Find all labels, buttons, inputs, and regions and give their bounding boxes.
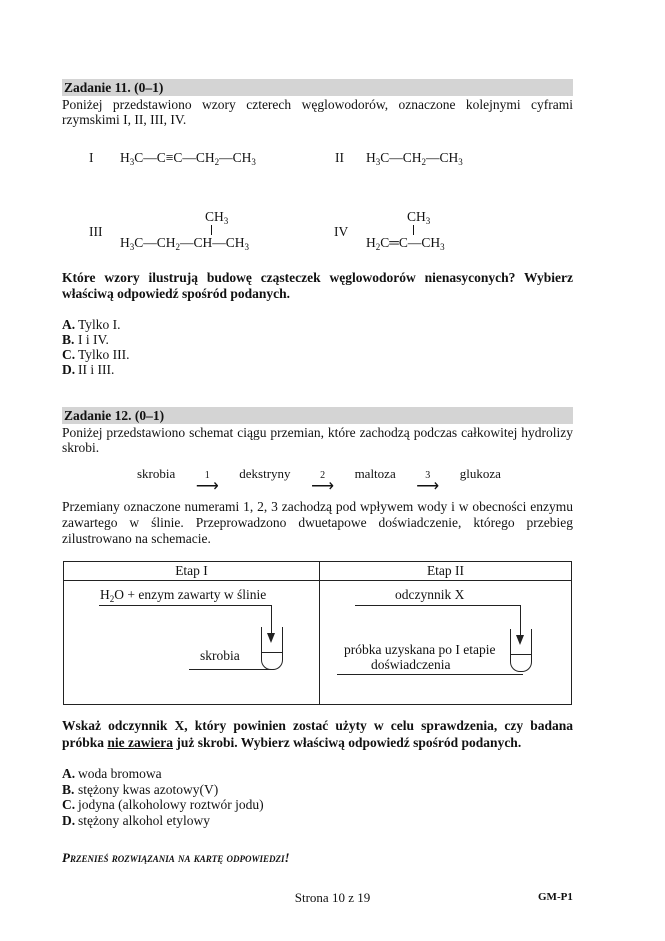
answer-option-c[interactable] xyxy=(62,797,573,813)
formula-4: $H_2C═C—CH_3$ xyxy=(366,235,445,252)
formula-1: $H_3C—C\equiv C—CH_2—CH_3$ xyxy=(120,150,256,167)
formula-label-2: II xyxy=(335,150,344,165)
formula-3-branch: $CH_3$ xyxy=(205,209,229,226)
stage-2-content-2: doświadczenia xyxy=(371,657,451,672)
reagent-line xyxy=(355,605,520,606)
test-tube-icon xyxy=(510,629,532,672)
option-text: woda bromowa xyxy=(78,766,162,781)
scheme-step: maltoza xyxy=(354,466,396,481)
scheme-step: glukoza xyxy=(459,466,501,481)
answer-option-a[interactable] xyxy=(62,766,573,782)
task-12-para-2: zawartego w ślinie. Przeprowadzono dwuetapowe doświadczenie, którego przebieg xyxy=(62,515,573,530)
task-12-question-1: Wskaż odczynnik X, który powinien zostać użyty w celu sprawdzenia, czy badana xyxy=(62,718,573,733)
task-12-intro-1: Poniżej przedstawiono schemat ciągu przemian, które zachodzą podczas całkowitej hydrolizy xyxy=(62,425,573,440)
scheme-arrow-2: 2 ⟶ xyxy=(301,470,345,481)
question-text: próbka xyxy=(62,735,108,750)
scheme-step: dekstryny xyxy=(239,466,291,481)
hydrolysis-scheme xyxy=(137,466,501,482)
liquid-level xyxy=(511,654,531,655)
question-underlined: nie zawiera xyxy=(107,735,174,750)
task-12-para-3: zilustrowano na schemacie. xyxy=(62,531,211,546)
bond-line xyxy=(413,225,414,235)
answer-option-d[interactable] xyxy=(62,813,573,829)
option-text: II i III. xyxy=(78,362,115,377)
page-number: Strona 10 z 19 xyxy=(294,890,371,905)
bond-line xyxy=(211,225,212,235)
option-letter: B. xyxy=(62,782,75,797)
answer-option-b[interactable] xyxy=(62,782,573,798)
option-text: Tylko III. xyxy=(78,347,130,362)
option-letter: D. xyxy=(62,813,76,828)
formula-4-branch: $CH_3$ xyxy=(407,209,431,226)
scheme-arrow-3: 3 ⟶ xyxy=(406,470,450,481)
task-11-intro-2: rzymskimi I, II, III, IV. xyxy=(62,112,187,127)
option-letter: C. xyxy=(62,347,76,362)
answer-option-c[interactable] xyxy=(62,347,573,363)
stage-1-diagram xyxy=(64,581,320,705)
stage-2-content-1: próbka uzyskana po I etapie xyxy=(344,642,496,657)
option-letter: C. xyxy=(62,797,76,812)
test-tube-icon xyxy=(261,627,283,670)
answer-option-b[interactable] xyxy=(62,332,573,348)
formula-2: $H_3C—CH_2—CH_3$ xyxy=(366,150,463,167)
answer-option-d[interactable] xyxy=(62,362,573,378)
task-11-question-1: Które wzory ilustrują budowę cząsteczek węglowodorów nienasyconych? Wybierz xyxy=(62,270,573,285)
task-12-intro-2: skrobi. xyxy=(62,440,100,455)
stage-1-content: skrobia xyxy=(200,648,240,663)
stage-2-header: Etap II xyxy=(320,562,572,581)
task-12-para-1: Przemiany oznaczone numerami 1, 2, 3 zachodzą pod wpływem wody i w obecności enzymu xyxy=(62,499,573,514)
liquid-level xyxy=(262,652,282,653)
content-line xyxy=(189,669,274,670)
stage-2-diagram xyxy=(320,581,572,705)
scheme-step: skrobia xyxy=(137,466,176,481)
scheme-arrow-1: 1 ⟶ xyxy=(185,470,229,481)
option-text: jodyna (alkoholowy roztwór jodu) xyxy=(78,797,264,812)
task-12-question-2 xyxy=(62,735,573,751)
stage-1-header: Etap I xyxy=(64,562,320,581)
experiment-table xyxy=(63,561,572,705)
stage-1-reagent: $H_2O$ + enzym zawarty w ślinie xyxy=(100,587,267,604)
option-text: I i IV. xyxy=(78,332,109,347)
option-letter: A. xyxy=(62,317,76,332)
exam-code: GM-P1 xyxy=(538,891,573,903)
option-letter: A. xyxy=(62,766,76,781)
option-text: stężony kwas azotowy(V) xyxy=(78,782,219,797)
formula-3: $H_3C—CH_2—CH—CH_3$ xyxy=(120,235,250,252)
answer-option-a[interactable] xyxy=(62,317,573,333)
formula-label-3: III xyxy=(89,224,103,239)
formula-label-4: IV xyxy=(334,224,349,239)
task-11-intro-1: Poniżej przedstawiono wzory czterech węglowodorów, oznaczone kolejnymi cyframi xyxy=(62,97,573,112)
option-letter: B. xyxy=(62,332,75,347)
question-text: już skrobi. Wybierz właściwą odpowiedź spośród podanych. xyxy=(173,735,522,750)
formula-label-1: I xyxy=(89,150,94,165)
stage-2-reagent: odczynnik X xyxy=(395,587,465,602)
transfer-note: Przenieś rozwiązania na kartę odpowiedzi! xyxy=(62,850,290,865)
option-text: stężony alkohol etylowy xyxy=(78,813,210,828)
task-11-question-2: właściwą odpowiedź spośród podanych. xyxy=(62,286,291,301)
task-12-title: Zadanie 12. (0–1) xyxy=(62,407,573,424)
reagent-line xyxy=(99,605,271,606)
option-text: Tylko I. xyxy=(78,317,121,332)
option-letter: D. xyxy=(62,362,76,377)
task-11-title: Zadanie 11. (0–1) xyxy=(62,79,573,96)
content-line xyxy=(337,674,523,675)
